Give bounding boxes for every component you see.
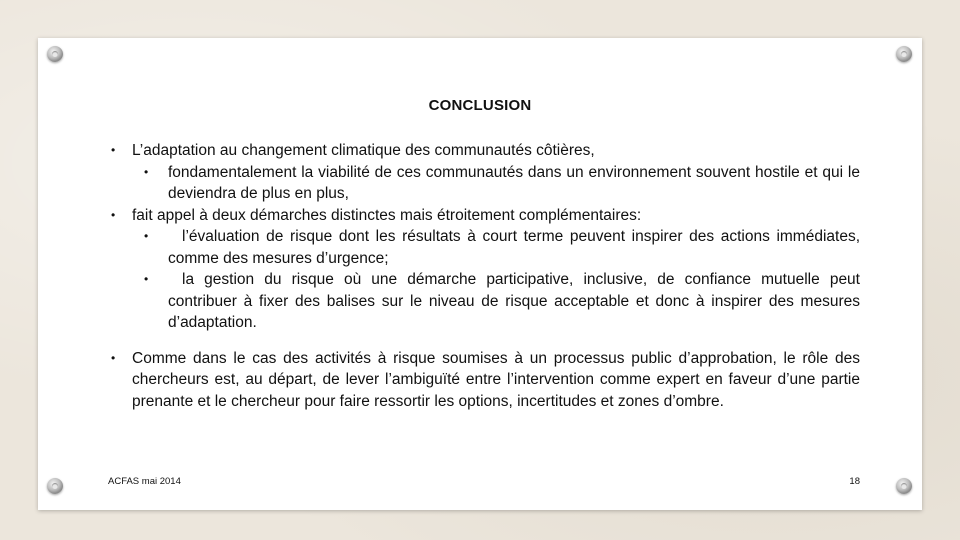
pushpin-icon <box>47 478 63 494</box>
bullet-text: l’évaluation de risque dont les résultats à court terme peuvent inspirer des actions immédiates, comme des mesures d’urgence; <box>168 228 860 267</box>
pushpin-icon <box>47 46 63 62</box>
slide-title: CONCLUSION <box>428 97 532 114</box>
pushpin-icon <box>896 478 912 494</box>
slide-body <box>108 140 860 412</box>
bullet-text: Comme dans le cas des activités à risque soumises à un processus public d’approbation, le rôle des chercheurs est, au départ, de lever l’ambiguïté entre l’intervention comme expert en faveur d’une partie prenante et le chercheur pour faire ressortir les options, incertitudes et zones d’ombre. <box>132 349 860 410</box>
sub-bullet-item <box>108 226 860 269</box>
bullet-icon: • <box>111 207 116 222</box>
bullet-icon: • <box>144 164 149 179</box>
bullet-item <box>108 205 860 227</box>
bullet-icon: • <box>144 229 149 243</box>
sub-bullet-item <box>108 162 860 205</box>
bullet-item <box>108 348 860 413</box>
bullet-text: fondamentalement la viabilité de ces communautés dans un environnement souvent hostile et qui le deviendra de plus en plus, <box>168 163 860 202</box>
bullet-text: L’adaptation au changement climatique des communautés côtières, <box>132 142 595 159</box>
bullet-item <box>108 140 860 162</box>
bullet-text: fait appel à deux démarches distinctes mais étroitement complémentaires: <box>132 206 642 224</box>
pushpin-icon <box>896 46 912 62</box>
bullet-icon: • <box>111 143 116 157</box>
sub-bullet-item <box>108 269 860 334</box>
page-number: 18 <box>849 476 860 487</box>
footer-text: ACFAS mai 2014 <box>108 476 181 487</box>
bullet-text: la gestion du risque où une démarche participative, inclusive, de confiance mutuelle peut contribuer à fixer des balises sur le niveau de risque acceptable et donc à inspirer des mesures d’adaptation. <box>168 271 860 331</box>
bullet-icon: • <box>111 350 116 365</box>
spacer <box>108 334 860 348</box>
bullet-icon: • <box>144 272 149 286</box>
